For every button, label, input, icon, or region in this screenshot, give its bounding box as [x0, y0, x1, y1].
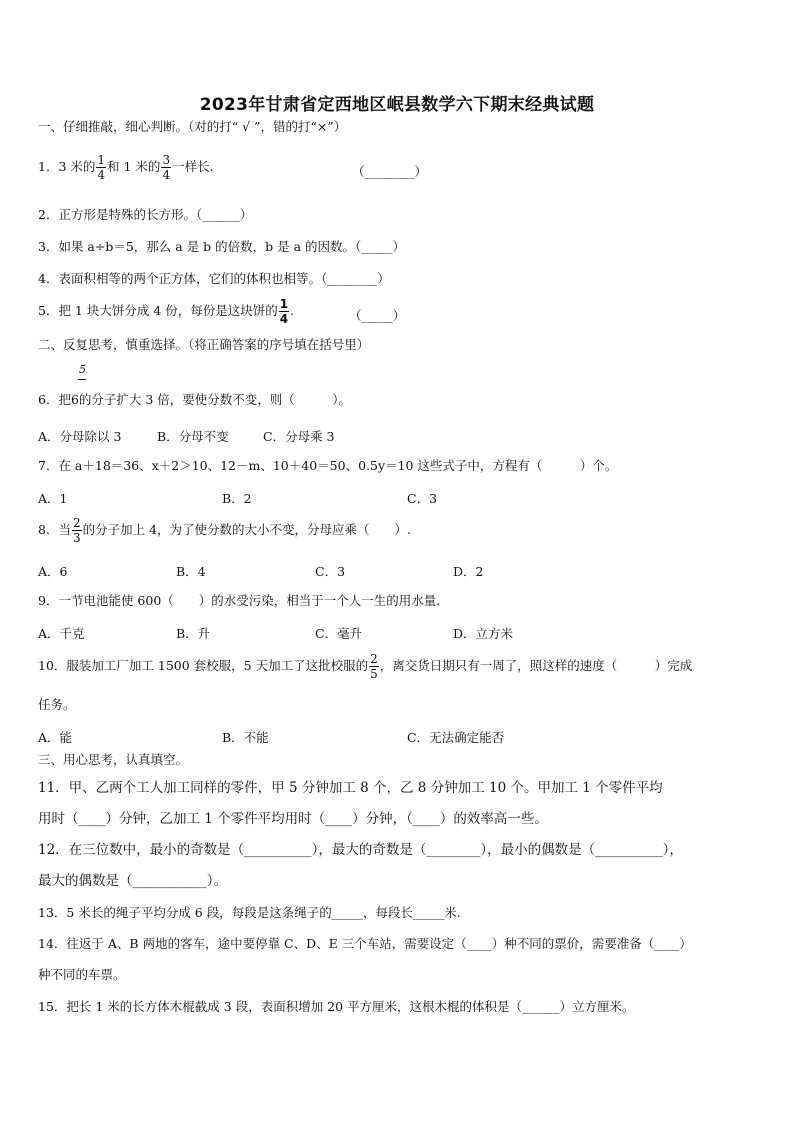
q9-option-c[interactable]: C．毫升 — [315, 626, 363, 641]
denominator: 5 — [370, 667, 378, 681]
q8-option-c[interactable]: C．3 — [315, 564, 346, 579]
q1-answer-blank[interactable]: （________） — [352, 164, 428, 179]
fraction-2-5 — [369, 652, 379, 681]
q10-text-a: 10．服装加工厂加工 1500 套校服，5 天加工了这批校服的 — [38, 658, 369, 673]
question-12-line-1: 12．在三位数中，最小的奇数是（__________），最大的奇数是（________），最小的偶数是（__________）， — [38, 842, 683, 858]
question-14-line-1: 14．往返于 A、B 两地的客车，途中要停靠 C、D、E 三个车站，需要设定（____）种不同的票价，需要准备（____） — [38, 936, 692, 951]
denominator: 4 — [97, 168, 106, 182]
q8-option-a[interactable]: A．6 — [38, 564, 68, 579]
q5-text-a: 5．把 1 块大饼分成 4 份，每份是这块饼的 — [38, 303, 278, 318]
numerator: 3 — [162, 153, 171, 167]
section-1-heading: 一、仔细推敲，细心判断。（对的打“ √ ”，错的打“×”） — [38, 119, 347, 134]
q7-option-a[interactable]: A．1 — [38, 491, 68, 506]
q1-text-c: 一样长. — [172, 159, 214, 174]
q6-option-c[interactable]: C．分母乘 3 — [263, 429, 335, 444]
numerator: 2 — [370, 652, 378, 666]
q10-option-b[interactable]: B．不能 — [222, 730, 269, 745]
numerator: 1 — [279, 297, 289, 311]
numerator: 2 — [72, 516, 81, 530]
question-11-line-2: 用时（____）分钟，乙加工 1 个零件平均用时（____）分钟，（____）的效率高一些。 — [38, 811, 548, 827]
question-5 — [38, 297, 294, 326]
section-2-heading: 二、反复思考，慎重选择。（将正确答案的序号填在括号里） — [38, 337, 370, 352]
page-title: 2023年甘肃省定西地区岷县数学六下期末经典试题 — [199, 95, 595, 115]
question-11-line-1: 11．甲、乙两个工人加工同样的零件，甲 5 分钟加工 8 个，乙 8 分钟加工 10 个。甲加工 1 个零件平均 — [38, 780, 663, 796]
question-3: 3．如果 a÷b＝5，那么 a 是 b 的倍数，b 是 a 的因数。（_____） — [38, 239, 406, 254]
q9-option-a[interactable]: A．千克 — [38, 626, 85, 641]
q8-option-b[interactable]: B．4 — [176, 564, 206, 579]
question-14-line-2: 种不同的车票。 — [38, 967, 126, 982]
question-7: 7．在 a＋18＝36、x＋2＞10、12－m、10＋40＝50、0.5y＝10 这些式子中，方程有（ ）个。 — [38, 458, 618, 473]
q5-answer-blank[interactable]: （_____） — [349, 308, 406, 323]
denominator: 4 — [279, 312, 289, 326]
question-12-line-2: 最大的偶数是（___________）。 — [38, 873, 227, 889]
question-9: 9．一节电池能使 600（ ）的水受污染，相当于一个人一生的用水量. — [38, 593, 441, 608]
q6-option-b[interactable]: B．分母不变 — [157, 429, 229, 444]
q10-option-c[interactable]: C．无法确定能否 — [407, 730, 505, 745]
fraction-bar — [78, 379, 86, 380]
fraction-3-4 — [161, 153, 171, 182]
q1-text-a: 1．3 米的 — [38, 159, 96, 174]
question-1 — [38, 153, 214, 182]
q1-text-b: 和 1 米的 — [107, 159, 161, 174]
question-2: 2．正方形是特殊的长方形。（______） — [38, 207, 253, 222]
question-8 — [38, 516, 411, 545]
denominator: 6 — [70, 392, 79, 407]
q8-text-b: 的分子加上 4，为了使分数的大小不变，分母应乘（ ）. — [82, 522, 411, 537]
q5-text-b: . — [290, 303, 295, 318]
q10-text-b: ，离交货日期只有一周了，照这样的速度（ ）完成 — [379, 658, 693, 673]
numerator: 1 — [97, 153, 106, 167]
q6-text-b: 的分子扩大 3 倍，要使分数不变，则（ ）。 — [78, 392, 352, 407]
question-10 — [38, 652, 692, 681]
q8-text-a: 8．当 — [38, 522, 71, 537]
q9-option-d[interactable]: D．立方米 — [453, 626, 514, 641]
question-13: 13．5 米长的绳子平均分成 6 段，每段是这条绳子的_____，每段长_____米. — [38, 905, 461, 920]
question-10-cont: 任务。 — [38, 697, 76, 712]
question-6 — [38, 363, 352, 409]
q9-option-b[interactable]: B．升 — [176, 626, 211, 641]
q6-option-a[interactable]: A．分母除以 3 — [38, 429, 122, 444]
fraction-1-4-bold — [279, 297, 289, 326]
denominator: 3 — [72, 531, 81, 545]
q8-option-d[interactable]: D．2 — [453, 564, 484, 579]
denominator: 4 — [162, 168, 171, 182]
question-4: 4．表面积相等的两个正方体，它们的体积也相等。（________） — [38, 271, 390, 286]
section-3-heading: 三、用心思考，认真填空。 — [38, 752, 189, 767]
numerator: 5 — [78, 363, 86, 376]
q7-option-c[interactable]: C．3 — [407, 491, 438, 506]
q7-option-b[interactable]: B．2 — [222, 491, 252, 506]
q10-option-a[interactable]: A．能 — [38, 730, 73, 745]
q6-text-a: 6．把 — [38, 392, 71, 407]
fraction-5-6 — [70, 363, 86, 409]
fraction-2-3 — [72, 516, 82, 545]
question-15: 15．把长 1 米的长方体木棍截成 3 段，表面积增加 20 平方厘米，这根木棍的体积是（______）立方厘米。 — [38, 999, 635, 1014]
fraction-1-4 — [96, 153, 106, 182]
